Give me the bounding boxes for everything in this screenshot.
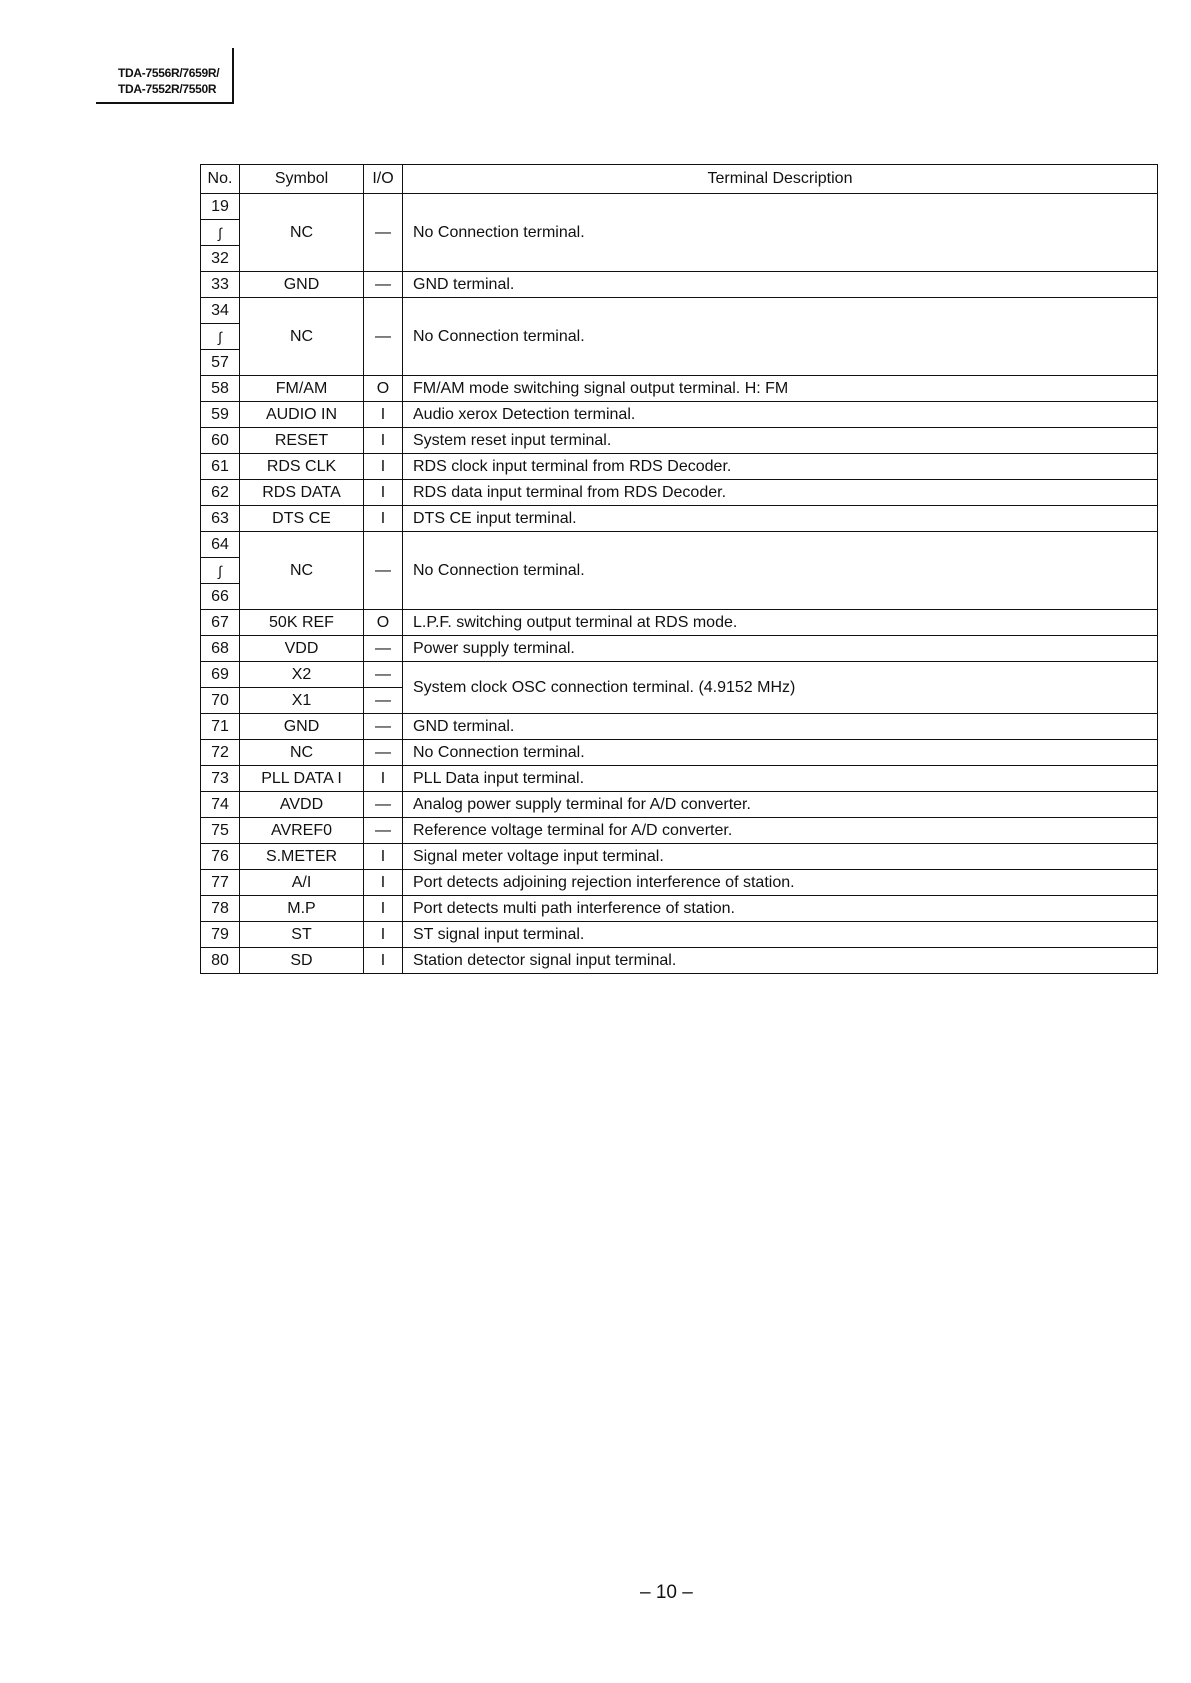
pin-number: 70	[201, 688, 240, 714]
pin-number: 73	[201, 766, 240, 792]
pin-symbol: X1	[240, 688, 364, 714]
pin-description: Audio xerox Detection terminal.	[403, 402, 1158, 428]
pin-number: 79	[201, 922, 240, 948]
table-row	[201, 272, 1158, 298]
pin-number: 77	[201, 870, 240, 896]
terminal-table	[200, 164, 1158, 974]
table-row	[201, 714, 1158, 740]
pin-number: 75	[201, 818, 240, 844]
column-header-symbol: Symbol	[240, 165, 364, 194]
pin-description: Signal meter voltage input terminal.	[403, 844, 1158, 870]
pin-description: Port detects multi path interference of station.	[403, 896, 1158, 922]
pin-symbol: DTS CE	[240, 506, 364, 532]
pin-io: I	[364, 402, 403, 428]
pin-io: I	[364, 896, 403, 922]
model-number-line1: TDA-7556R/7659R/	[118, 66, 220, 80]
table-row	[201, 194, 1158, 220]
pin-number: 19	[201, 194, 240, 220]
header-divider-vertical	[232, 48, 234, 104]
pin-number: 60	[201, 428, 240, 454]
table-row	[201, 818, 1158, 844]
pin-symbol: RDS DATA	[240, 480, 364, 506]
column-header-description: Terminal Description	[403, 165, 1158, 194]
pin-description: System reset input terminal.	[403, 428, 1158, 454]
pin-description: Station detector signal input terminal.	[403, 948, 1158, 974]
pin-io: I	[364, 870, 403, 896]
pin-description: Port detects adjoining rejection interference of station.	[403, 870, 1158, 896]
pin-io: I	[364, 844, 403, 870]
pin-number: 34	[201, 298, 240, 324]
table-row	[201, 922, 1158, 948]
pin-symbol: S.METER	[240, 844, 364, 870]
pin-symbol: NC	[240, 740, 364, 766]
pin-symbol: AUDIO IN	[240, 402, 364, 428]
pin-description: Power supply terminal.	[403, 636, 1158, 662]
table-row	[201, 844, 1158, 870]
table-row	[201, 298, 1158, 324]
pin-range-mark: ∫	[201, 324, 240, 350]
pin-description: System clock OSC connection terminal. (4.9152 MHz)	[403, 662, 1158, 714]
pin-io: I	[364, 948, 403, 974]
pin-number: 74	[201, 792, 240, 818]
document-header	[96, 48, 234, 104]
pin-number: 63	[201, 506, 240, 532]
pin-symbol: 50K REF	[240, 610, 364, 636]
pin-io: —	[364, 688, 403, 714]
table-row	[201, 766, 1158, 792]
pin-description: No Connection terminal.	[403, 298, 1158, 376]
pin-symbol: M.P	[240, 896, 364, 922]
pin-number: 32	[201, 246, 240, 272]
pin-number: 72	[201, 740, 240, 766]
pin-description: L.P.F. switching output terminal at RDS mode.	[403, 610, 1158, 636]
table-row	[201, 532, 1158, 558]
pin-symbol: NC	[240, 532, 364, 610]
table-row	[201, 948, 1158, 974]
pin-number: 64	[201, 532, 240, 558]
pin-symbol: GND	[240, 272, 364, 298]
pin-number: 71	[201, 714, 240, 740]
pin-io: —	[364, 714, 403, 740]
pin-number: 59	[201, 402, 240, 428]
table-row	[201, 870, 1158, 896]
pin-io: I	[364, 480, 403, 506]
column-header-no: No.	[201, 165, 240, 194]
table-row	[201, 428, 1158, 454]
pin-io: I	[364, 506, 403, 532]
pin-io: I	[364, 766, 403, 792]
pin-symbol: NC	[240, 298, 364, 376]
pin-description: PLL Data input terminal.	[403, 766, 1158, 792]
pin-number: 78	[201, 896, 240, 922]
pin-description: ST signal input terminal.	[403, 922, 1158, 948]
pin-number: 33	[201, 272, 240, 298]
pin-symbol: RESET	[240, 428, 364, 454]
pin-io: —	[364, 272, 403, 298]
pin-description: RDS data input terminal from RDS Decoder.	[403, 480, 1158, 506]
pin-symbol: PLL DATA I	[240, 766, 364, 792]
pin-number: 80	[201, 948, 240, 974]
pin-description: No Connection terminal.	[403, 740, 1158, 766]
pin-description: No Connection terminal.	[403, 194, 1158, 272]
table-row	[201, 636, 1158, 662]
pin-number: 62	[201, 480, 240, 506]
table-row	[201, 376, 1158, 402]
pin-io: —	[364, 740, 403, 766]
page-number: – 10 –	[640, 1582, 693, 1603]
pin-range-mark: ∫	[201, 558, 240, 584]
table-row	[201, 662, 1158, 688]
table-row	[201, 740, 1158, 766]
pin-number: 76	[201, 844, 240, 870]
pin-io: O	[364, 376, 403, 402]
pin-range-mark: ∫	[201, 220, 240, 246]
table-row	[201, 480, 1158, 506]
pin-description: FM/AM mode switching signal output terminal. H: FM	[403, 376, 1158, 402]
pin-description: RDS clock input terminal from RDS Decoder.	[403, 454, 1158, 480]
pin-symbol: GND	[240, 714, 364, 740]
pin-symbol: A/I	[240, 870, 364, 896]
pin-symbol: X2	[240, 662, 364, 688]
column-header-io: I/O	[364, 165, 403, 194]
pin-symbol: FM/AM	[240, 376, 364, 402]
pin-number: 58	[201, 376, 240, 402]
header-divider-horizontal	[96, 102, 234, 104]
table-header-row	[201, 165, 1158, 194]
pin-io: I	[364, 922, 403, 948]
pin-io: I	[364, 454, 403, 480]
pin-description: No Connection terminal.	[403, 532, 1158, 610]
pin-io: —	[364, 662, 403, 688]
pin-io: —	[364, 818, 403, 844]
pin-io: —	[364, 194, 403, 272]
pin-symbol: AVDD	[240, 792, 364, 818]
table-row	[201, 402, 1158, 428]
table-row	[201, 454, 1158, 480]
pin-symbol: ST	[240, 922, 364, 948]
pin-symbol: AVREF0	[240, 818, 364, 844]
pin-io: —	[364, 792, 403, 818]
pin-io: —	[364, 298, 403, 376]
table-row	[201, 610, 1158, 636]
pin-description: GND terminal.	[403, 714, 1158, 740]
pin-description: GND terminal.	[403, 272, 1158, 298]
model-number-line2: TDA-7552R/7550R	[118, 82, 217, 96]
pin-number: 66	[201, 584, 240, 610]
pin-number: 69	[201, 662, 240, 688]
pin-description: DTS CE input terminal.	[403, 506, 1158, 532]
pin-io: —	[364, 636, 403, 662]
pin-description: Reference voltage terminal for A/D converter.	[403, 818, 1158, 844]
pin-symbol: VDD	[240, 636, 364, 662]
pin-number: 61	[201, 454, 240, 480]
table-row	[201, 896, 1158, 922]
pin-number: 68	[201, 636, 240, 662]
pin-number: 67	[201, 610, 240, 636]
pin-description: Analog power supply terminal for A/D converter.	[403, 792, 1158, 818]
pin-number: 57	[201, 350, 240, 376]
pin-symbol: RDS CLK	[240, 454, 364, 480]
pin-symbol: SD	[240, 948, 364, 974]
pin-symbol: NC	[240, 194, 364, 272]
pin-io: O	[364, 610, 403, 636]
pin-io: —	[364, 532, 403, 610]
table-row	[201, 792, 1158, 818]
pin-io: I	[364, 428, 403, 454]
table-row	[201, 506, 1158, 532]
